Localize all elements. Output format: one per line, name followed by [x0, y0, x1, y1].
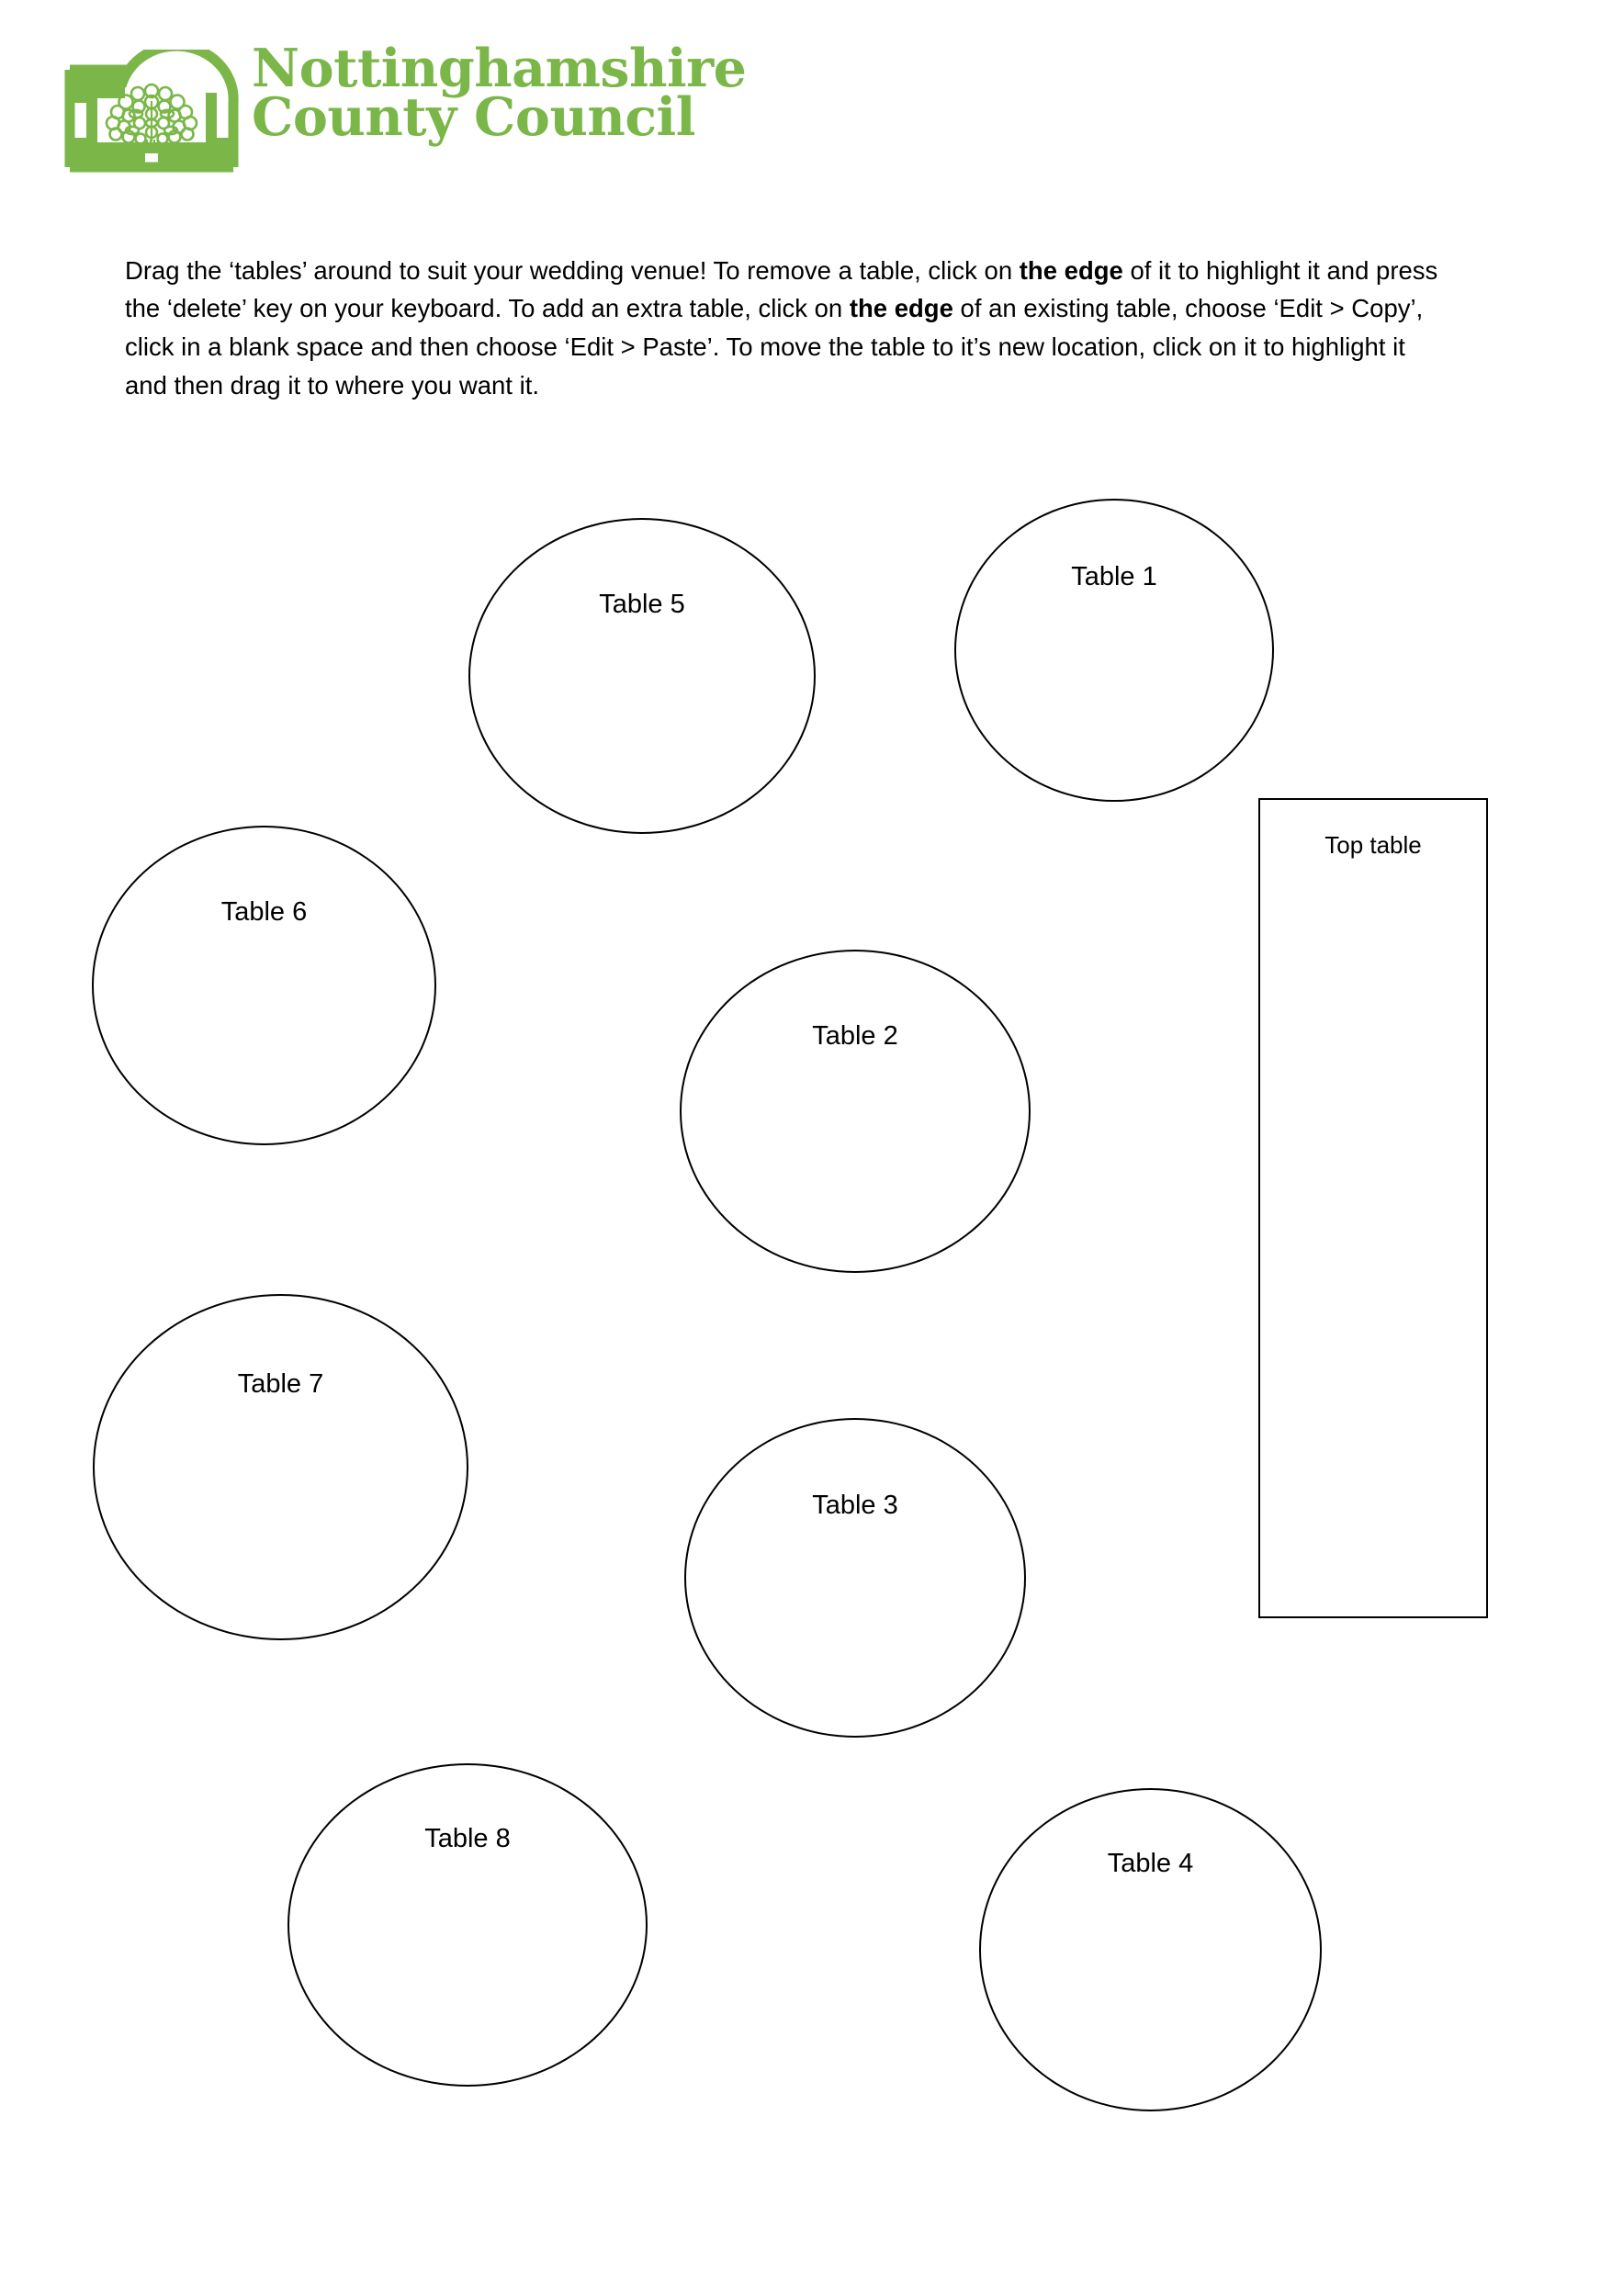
table-8[interactable] — [287, 1763, 648, 2087]
table-1[interactable] — [954, 499, 1274, 802]
table-8-label: Table 8 — [424, 1824, 511, 1853]
top-table-label: Top table — [1324, 831, 1422, 859]
instructions-part-2: of it to highlight it and press the ‘delete’ key on your keyboard. To add an extra table, click on — [125, 255, 1438, 323]
table-7[interactable] — [93, 1294, 468, 1640]
table-2-label: Table 2 — [812, 1021, 898, 1051]
nottinghamshire-oak-tree-logo-icon — [64, 50, 239, 174]
top-table[interactable] — [1258, 798, 1488, 1618]
instructions-bold-1: the edge — [1019, 255, 1123, 285]
wordmark-line-1: Nottinghamshire — [252, 38, 747, 99]
table-5-label: Table 5 — [599, 590, 685, 619]
table-4-label: Table 4 — [1107, 1849, 1194, 1878]
instructions-part-1: Drag the ‘tables’ around to suit your wedding venue! To remove a table, click on — [125, 255, 1020, 285]
table-2[interactable] — [680, 950, 1031, 1273]
table-4[interactable] — [979, 1788, 1322, 2111]
instructions-part-3: of an existing table, choose ‘Edit > Copy’, click in a blank space and then choose ‘Edit > Paste’. To move the table to it’s new location, click on it to highlight it and then drag it to where you want it. — [125, 294, 1424, 400]
wordmark-line-2: County Council — [252, 86, 695, 148]
council-logo — [64, 38, 747, 177]
table-6-label: Table 6 — [220, 897, 308, 927]
table-5[interactable] — [468, 518, 816, 834]
table-1-label: Table 1 — [1071, 562, 1157, 591]
instructions-paragraph — [125, 252, 1438, 405]
table-7-label: Table 7 — [237, 1369, 324, 1399]
instructions-bold-2: the edge — [849, 294, 953, 323]
council-wordmark — [252, 38, 766, 177]
table-6[interactable] — [92, 826, 436, 1145]
table-3[interactable] — [684, 1418, 1026, 1738]
table-3-label: Table 3 — [812, 1491, 898, 1520]
